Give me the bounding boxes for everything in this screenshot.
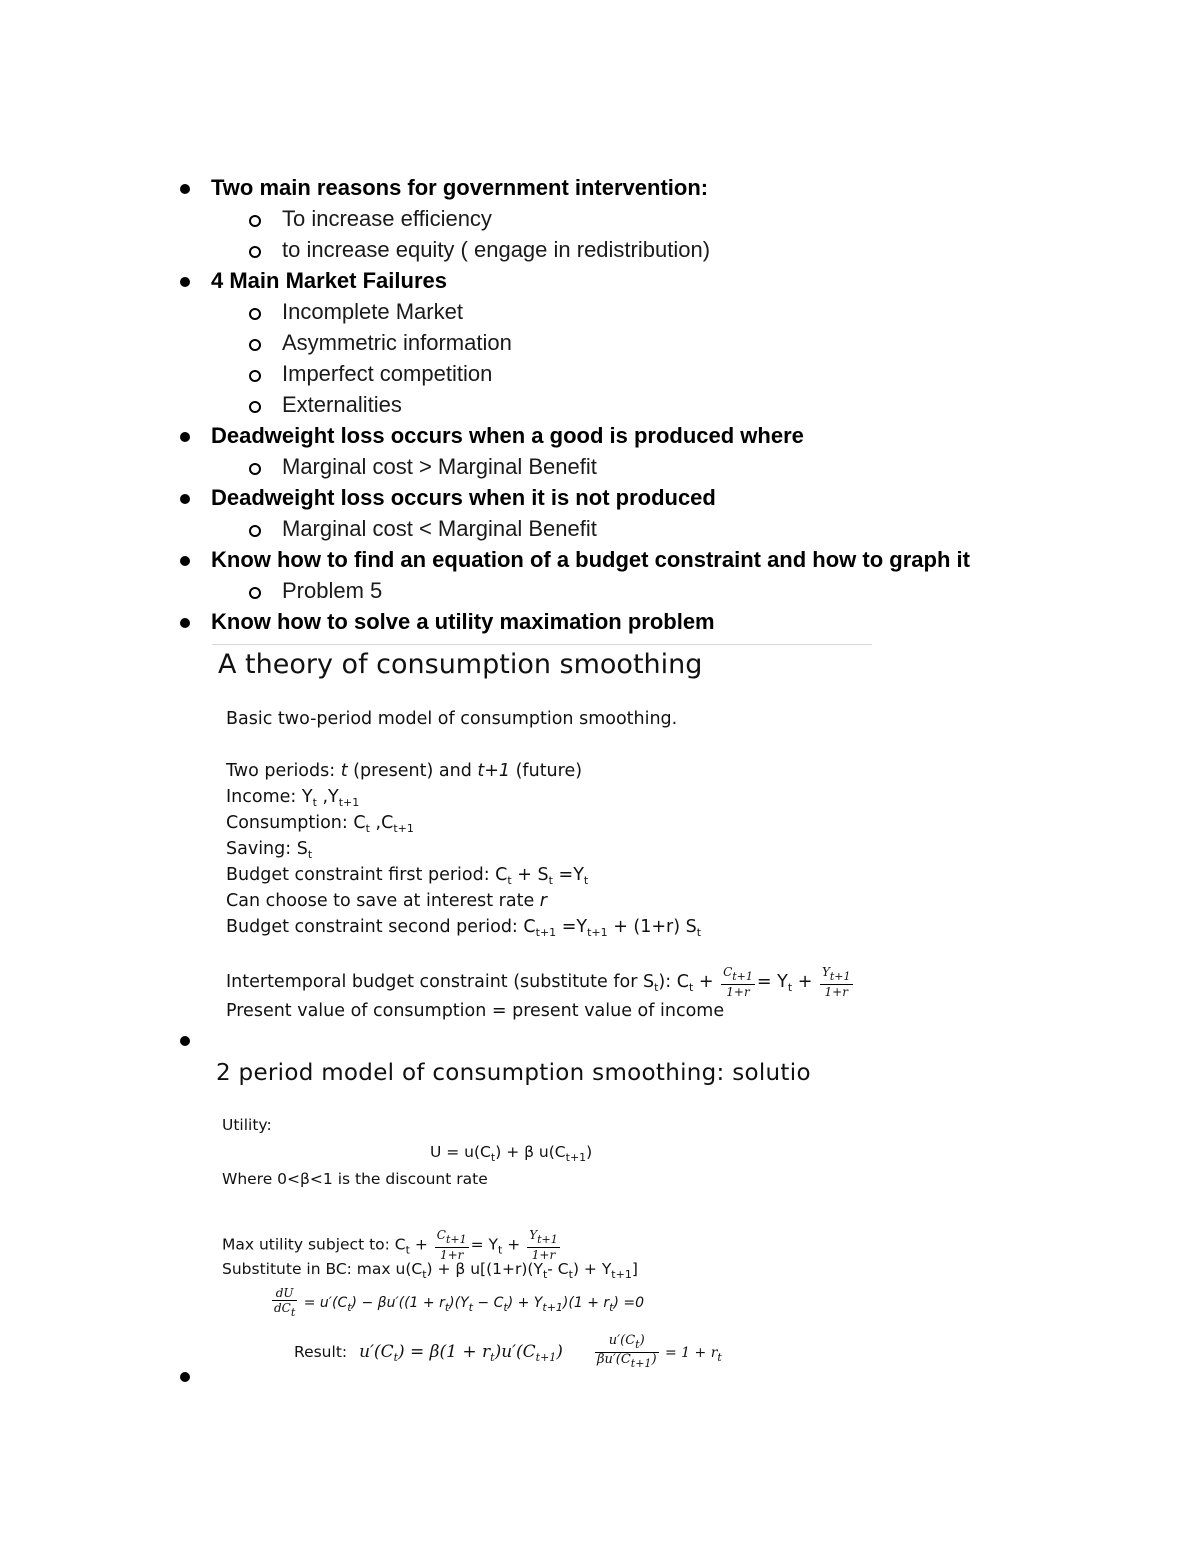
slide-line-interest: Can choose to save at interest rate r — [226, 891, 547, 911]
slide-subtitle: Basic two-period model of consumption smoothing. — [226, 709, 678, 729]
sub-bullet-text: Marginal cost < Marginal Benefit — [282, 516, 597, 541]
fraction: $\frac{Y_{t+1}}{1+r}$ — [821, 965, 851, 999]
sub-bullet-text: Externalities — [282, 392, 402, 417]
bullet-circle-icon — [249, 215, 261, 227]
bullet-text: Know how to solve a utility maximation problem — [211, 609, 715, 634]
bullet-disc-icon — [180, 618, 190, 628]
sub-bullet-text: Incomplete Market — [282, 299, 463, 324]
fraction: $\frac{C_{t+1}}{1+r}$ — [436, 1228, 467, 1262]
fraction: $\frac{C_{t+1}}{1+r}$ — [723, 965, 753, 999]
bullet-text: Deadweight loss occurs when it is not produced — [211, 485, 716, 510]
bullet-circle-icon — [249, 339, 261, 351]
bullet-circle-icon — [249, 308, 261, 320]
slide-utility-label: Utility: — [222, 1116, 272, 1134]
slide-image-consumption-smoothing — [212, 644, 872, 1027]
slide-title: A theory of consumption smoothing — [218, 649, 703, 680]
bullet-disc-icon — [180, 494, 190, 504]
slide-line-bc2: Budget constraint second period: $C_{t+1} =Y_{t+1} + (1+r)$ $S_t$ — [226, 917, 702, 939]
slide-substitute-line: Substitute in BC: $\max u(C_t) + \beta$ $u[(1+r)(Y_t-$ $C_t) + Y_{t+1}$] — [222, 1260, 638, 1281]
bullet-disc-icon — [180, 184, 190, 194]
bullet-text: 4 Main Market Failures — [211, 268, 447, 293]
bullet-text: Know how to find an equation of a budget constraint and how to graph it — [211, 547, 970, 572]
sub-bullet-text: To increase efficiency — [282, 206, 492, 231]
sub-bullet-text: Problem 5 — [282, 578, 383, 603]
bullet-disc-icon — [180, 1036, 190, 1046]
slide-line-saving: Saving: $S_t$ — [226, 839, 313, 861]
slide-discount-line: Where 0<β<1 is the discount rate — [222, 1170, 488, 1188]
slide-line-present-value: Present value of consumption = present value of income — [226, 1001, 725, 1021]
slide-result-line: Result: $u'(C_t) = \beta(1 + r_t)u'(C_{t+1})$ $\frac{u'(C_t)}{\beta u'(C_{t+1})}$ = $1 + r_t$ — [294, 1333, 722, 1370]
slide-title: 2 period model of consumption smoothing: solutio — [216, 1060, 811, 1086]
slide-image-two-period-solution — [212, 1058, 811, 1370]
slide-max-line: Max utility subject to: $C_t$ + $\frac{C_{t+1}}{1+r}$ = $Y_t$ + $\frac{Y_{t+1}}{1+r}$ — [222, 1228, 558, 1262]
bullet-text: Deadweight loss occurs when a good is produced where — [211, 423, 804, 448]
bullet-disc-icon — [180, 556, 190, 566]
bullet-circle-icon — [249, 525, 261, 537]
sub-bullet-text: to increase equity ( engage in redistribution) — [282, 237, 711, 262]
bullet-circle-icon — [249, 463, 261, 475]
slide-line-income: Income: $Y_t$ $,Y_{t+1}$ — [226, 787, 360, 809]
fraction: $\frac{Y_{t+1}}{1+r}$ — [529, 1228, 558, 1262]
fraction: $\frac{dU}{dC_t}$ — [274, 1286, 296, 1319]
slide-line-consumption: Consumption: $C_t$ $,C_{t+1}$ — [226, 813, 414, 835]
bullet-disc-icon — [180, 277, 190, 287]
slide-line-bc1: Budget constraint first period: $C_t + S_t =Y_t$ — [226, 865, 589, 887]
bullet-circle-icon — [249, 587, 261, 599]
bullet-circle-icon — [249, 401, 261, 413]
slide-line-intertemporal: Intertemporal budget constraint (substitute for $S_t$): $C_t$ + $\frac{C_{t+1}}{1+r}$ = $Y_t$ + $\frac{Y_{t+1}}{1+r}$ — [226, 965, 851, 999]
slide-utility-equation: $U = u(C_t) + \beta$ $u(C_{t+1})$ — [430, 1143, 593, 1164]
sub-bullet-text: Marginal cost > Marginal Benefit — [282, 454, 597, 479]
sub-bullet-text: Asymmetric information — [282, 330, 512, 355]
bullet-circle-icon — [249, 246, 261, 258]
sub-bullet-text: Imperfect competition — [282, 361, 493, 386]
bullet-disc-icon — [180, 1372, 190, 1382]
fraction: $\frac{u'(C_t)}{\beta u'(C_{t+1})}$ — [596, 1333, 657, 1370]
bullet-text: Two main reasons for government intervention: — [211, 175, 709, 200]
bullet-disc-icon — [180, 432, 190, 442]
slide-foc-equation: $\frac{dU}{dC_t}$ = $u'(C_t) - \beta u'((1 + r_t)(Y_t - C_t) + Y_{t+1})(1 + r_t) =0$ — [274, 1286, 645, 1319]
slide-line-periods: Two periods: t (present) and t+1 (future) — [226, 761, 583, 781]
bullet-circle-icon — [249, 370, 261, 382]
